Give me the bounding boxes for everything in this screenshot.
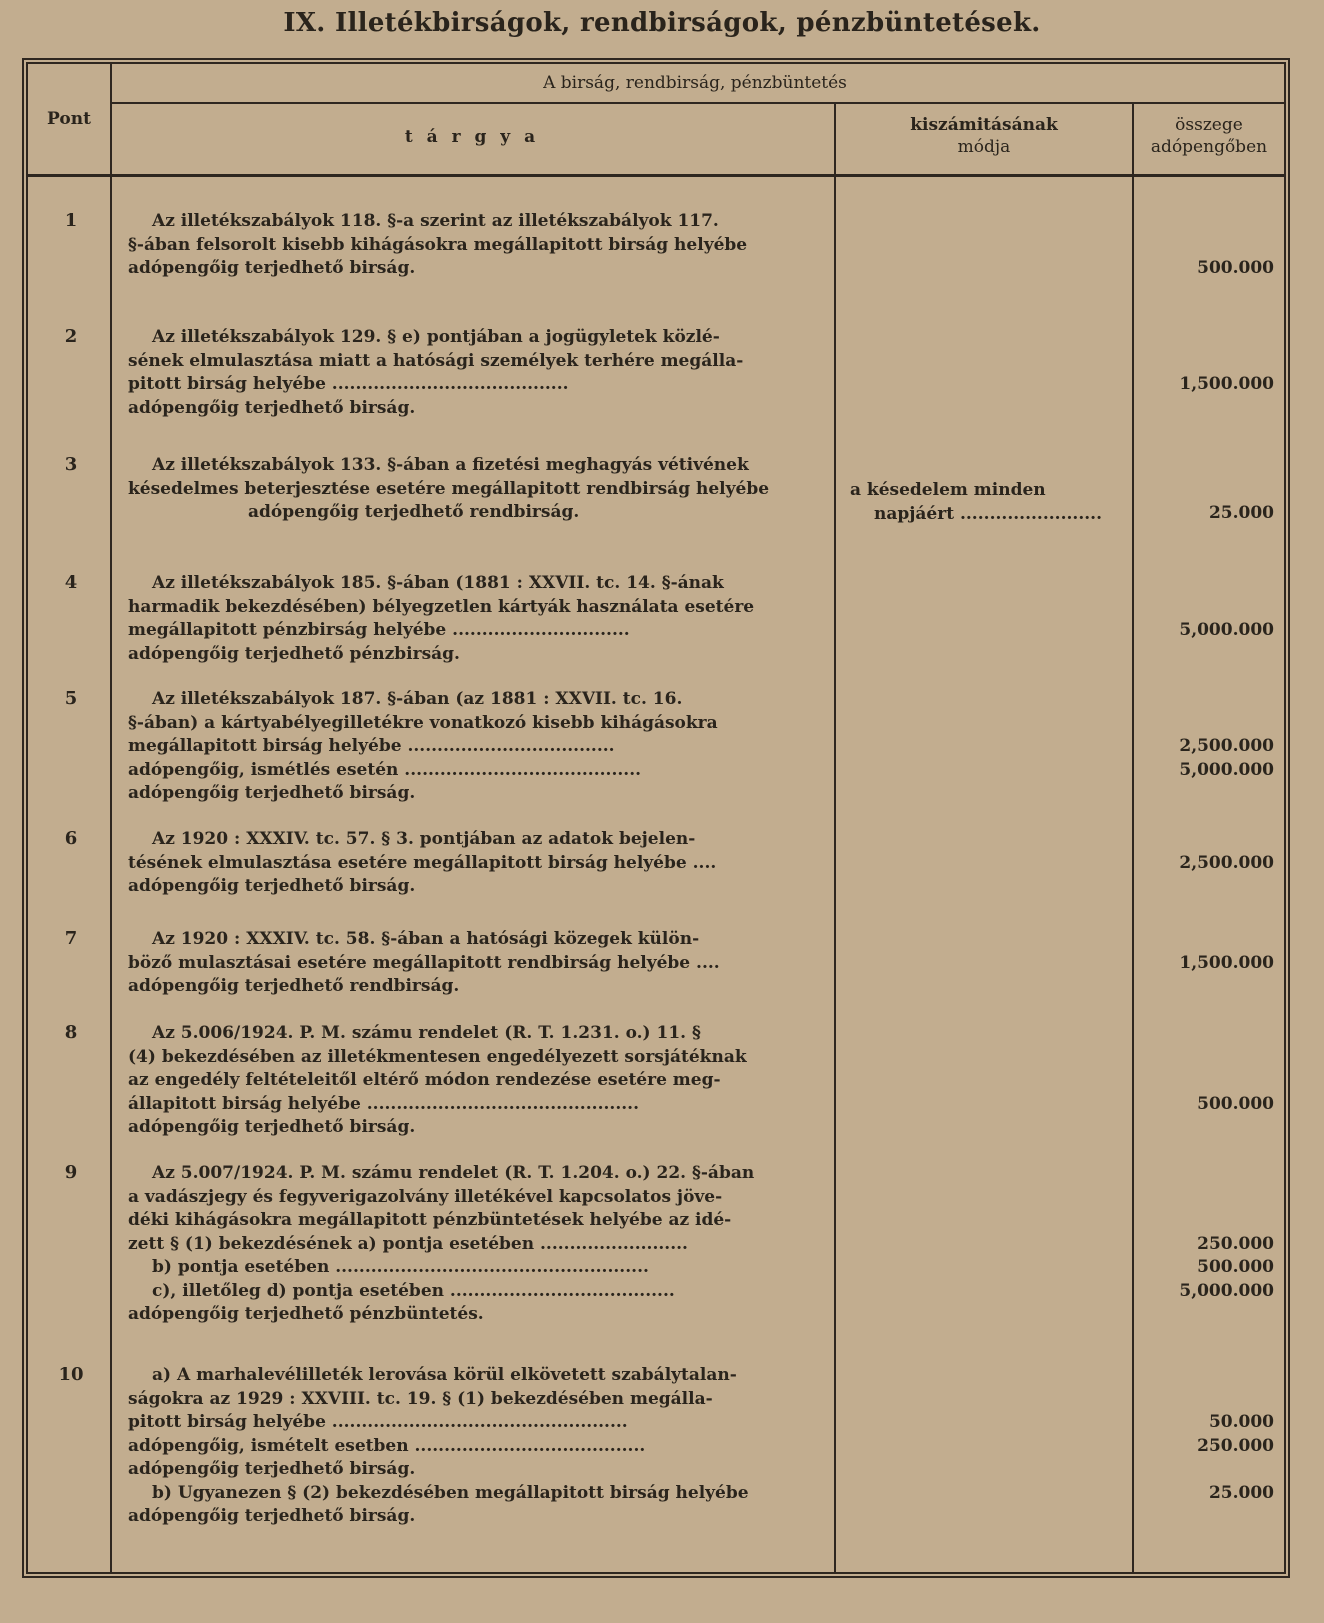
description-line: adópengőig terjedhető birság. <box>128 258 416 278</box>
description-line: Az 1920 : XXXIV. tc. 58. §-ában a hatósági közegek külön- <box>152 929 700 949</box>
row-description <box>128 1364 836 1529</box>
amount-value: 250.000 <box>1197 1435 1274 1456</box>
amount-value: 250.000 <box>1197 1233 1274 1254</box>
row-description <box>128 572 836 666</box>
description-line: adópengőig terjedhető birság. <box>128 1459 416 1479</box>
amount-value: 5,000.000 <box>1179 620 1274 640</box>
amount-value: 2,500.000 <box>1179 736 1274 756</box>
amount-value: 5,000.000 <box>1179 1280 1274 1301</box>
description-line: b) Ugyanezen § (2) bekezdésében megállapitott birság helyébe <box>152 1482 749 1503</box>
description-line: adópengőig terjedhető birság. <box>128 1117 416 1137</box>
header-group: A birság, rendbirság, pénzbüntetés <box>543 73 847 93</box>
amount-value: 500.000 <box>1197 258 1274 278</box>
amount-value: 25.000 <box>1208 1482 1274 1503</box>
description-line: Az illetékszabályok 185. §-ában (1881 : XXVII. tc. 14. §-ának <box>152 573 724 593</box>
header-osszege: összege adópengőben <box>1150 115 1268 157</box>
description-line: megállapitott birság helyébe ................................... <box>128 736 615 756</box>
description-line: (4) bekezdésében az illetékmentesen engedélyezett sorsjátéknak <box>128 1046 747 1067</box>
amount-value: 1,500.000 <box>1179 374 1274 394</box>
description-line: harmadik bekezdésében) bélyegzetlen kártyák használata esetére <box>128 596 755 617</box>
description-line: a) A marhalevélilleték lerovása körül elkövetett szabálytalan- <box>152 1365 737 1385</box>
row-description <box>128 1022 836 1140</box>
description-line: a vadászjegy és fegyverigazolvány illetékével kapcsolatos jöve- <box>128 1186 723 1207</box>
row-number: 10 <box>58 1364 84 1385</box>
row-description <box>128 210 836 281</box>
description-line: déki kihágásokra megállapitott pénzbüntetések helyébe az idé- <box>128 1210 732 1230</box>
description-line: adópengőig, ismétlés esetén ........................................ <box>128 759 642 780</box>
description-line: pitott birság helyébe .................................................. <box>128 1412 628 1432</box>
description-line: adópengőig, ismételt esetben ....................................... <box>128 1435 646 1456</box>
row-description <box>128 454 836 525</box>
description-line: sének elmulasztása miatt a hatósági személyek terhére megálla- <box>128 350 744 371</box>
description-line: tésének elmulasztása esetére megállapitott birság helyébe .... <box>128 852 717 873</box>
row-description <box>128 928 836 999</box>
description-line: Az illetékszabályok 129. § e) pontjában a jogügyletek közlé- <box>152 327 720 347</box>
calculation-mode <box>850 478 1140 526</box>
amount-value: 25.000 <box>1208 503 1274 523</box>
description-line: pitott birság helyébe ........................................ <box>128 374 569 394</box>
row-description <box>128 828 836 899</box>
page-title: IX. Illetékbirságok, rendbirságok, pénzbüntetések. <box>283 8 1041 38</box>
header-divider <box>112 102 1284 104</box>
row-number: 1 <box>64 210 78 231</box>
description-line: adópengőig terjedhető birság. <box>128 783 416 803</box>
description-line: ságokra az 1929 : XXVIII. tc. 19. § (1) bekezdésében megálla- <box>128 1388 713 1409</box>
description-line: zett § (1) bekezdésének a) pontja esetében ......................... <box>128 1233 688 1254</box>
description-line: adópengőig terjedhető rendbirság. <box>248 502 580 522</box>
row-number: 3 <box>64 454 78 475</box>
description-line: adópengőig terjedhető birság. <box>128 1506 416 1526</box>
description-line: Az illetékszabályok 133. §-ában a fizetési meghagyás vétivének <box>152 455 749 475</box>
row-number: 2 <box>64 326 78 347</box>
fines-table <box>22 58 1290 1578</box>
description-line: c), illetőleg d) pontja esetében ...................................... <box>152 1280 675 1301</box>
description-line: adópengőig terjedhető birság. <box>128 397 416 418</box>
description-line: Az 1920 : XXXIV. tc. 57. § 3. pontjában az adatok bejelen- <box>152 829 696 849</box>
column-divider <box>110 64 112 1572</box>
description-line: böző mulasztásai esetére megállapitott rendbirság helyébe .... <box>128 952 720 973</box>
description-line: adópengőig terjedhető pénzbüntetés. <box>128 1304 484 1324</box>
description-line: megállapitott pénzbirság helyébe .............................. <box>128 620 630 640</box>
amount-value: 500.000 <box>1197 1093 1274 1114</box>
row-description <box>128 326 836 420</box>
row-number: 8 <box>64 1022 78 1043</box>
amount-value: 50.000 <box>1208 1412 1274 1432</box>
row-description <box>128 1162 836 1327</box>
description-line: adópengőig terjedhető birság. <box>128 876 416 896</box>
description-line: késedelmes beterjesztése esetére megállapitott rendbirság helyébe <box>128 478 770 499</box>
mode-line: napjáért ........................ <box>874 504 1103 524</box>
header-targya: t á r g y a <box>404 127 540 147</box>
amount-value: 500.000 <box>1197 1257 1274 1277</box>
amount-value: 1,500.000 <box>1179 952 1274 973</box>
row-number: 6 <box>64 828 78 849</box>
mode-line: a késedelem minden <box>850 480 1046 500</box>
description-line: §-ában felsorolt kisebb kihágásokra megállapitott birság helyébe <box>128 234 748 255</box>
amount-value: 5,000.000 <box>1179 759 1274 780</box>
description-line: állapitott birság helyébe .............................................. <box>128 1093 639 1114</box>
header-pont: Pont <box>47 109 91 129</box>
description-line: az engedély feltételeitől eltérő módon rendezése esetére meg- <box>128 1070 721 1090</box>
description-line: adópengőig terjedhető rendbirság. <box>128 976 460 996</box>
amount-value: 2,500.000 <box>1179 852 1274 873</box>
row-number: 5 <box>64 688 78 709</box>
description-line: §-ában) a kártyabélyegilletékre vonatkozó kisebb kihágásokra <box>128 712 718 733</box>
description-line: Az illetékszabályok 187. §-ában (az 1881 : XXVII. tc. 16. <box>152 689 683 709</box>
description-line: Az illetékszabályok 118. §-a szerint az illetékszabályok 117. <box>152 211 719 231</box>
description-line: Az 5.006/1924. P. M. számu rendelet (R. T. 1.231. o.) 11. § <box>152 1023 701 1043</box>
description-line: Az 5.007/1924. P. M. számu rendelet (R. T. 1.204. o.) 22. §-ában <box>152 1163 755 1183</box>
header-kiszamitas: kiszámitásának módja <box>910 115 1058 157</box>
row-number: 7 <box>64 928 78 949</box>
header-bottom-divider <box>28 174 1284 177</box>
description-line: adópengőig terjedhető pénzbirság. <box>128 643 460 664</box>
row-description <box>128 688 836 806</box>
row-number: 4 <box>64 572 78 593</box>
description-line: b) pontja esetében ..................................................... <box>152 1257 649 1277</box>
column-divider <box>1132 104 1134 1572</box>
row-number: 9 <box>64 1162 78 1183</box>
